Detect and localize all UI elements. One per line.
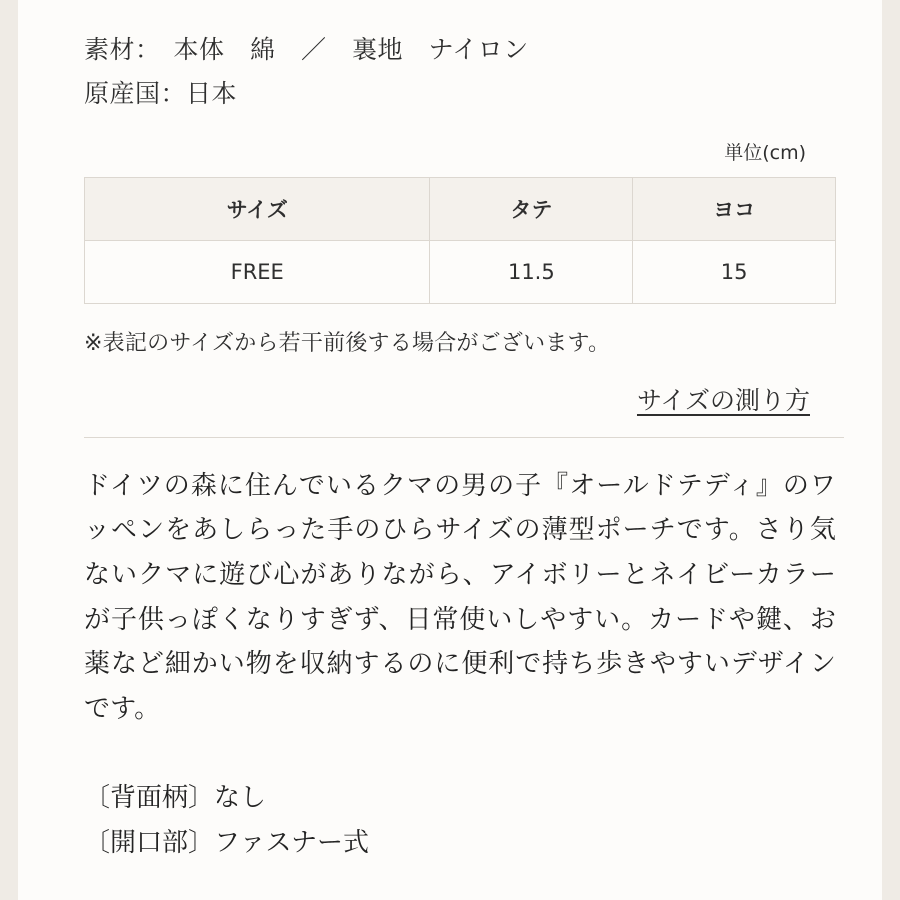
unit-row [84, 138, 834, 165]
origin-line: 原産国：日本 [84, 78, 238, 108]
table-cell-size: FREE [85, 240, 430, 303]
size-note: ※表記のサイズから若干前後する場合がございます。 [84, 330, 611, 356]
material-line: 素材： 本体 綿 ／ 裏地 ナイロン [84, 35, 529, 64]
table-row [85, 240, 836, 303]
section-divider [84, 437, 844, 438]
product-detail-page [18, 0, 882, 900]
table-header-cell: タテ [430, 177, 633, 240]
table-cell-width: 15 [633, 240, 836, 303]
table-cell-height: 11.5 [430, 240, 633, 303]
size-measure-link[interactable]: サイズの測り方 [636, 385, 810, 415]
attribute-opening: 〔開口部〕ファスナー式 [84, 828, 369, 859]
table-header-row [85, 177, 836, 240]
measure-link-row [84, 381, 834, 417]
attribute-list [84, 776, 834, 867]
size-table [84, 177, 836, 304]
attribute-back-pattern: 〔背面柄〕なし [84, 782, 267, 813]
table-header-cell: サイズ [85, 177, 430, 240]
unit-label: 単位(cm) [724, 141, 806, 164]
table-header-cell: ヨコ [633, 177, 836, 240]
product-description: ドイツの森に住んでいるクマの男の子『オールドテディ』のワッペンをあしらった手のひらサイズの薄型ポーチです。さり気ないクマに遊び心がありながら、アイボリーとネイビーカラーが子供っぽくなりすぎず、日常使いしやすい。カードや鍵、お薬など細かい物を収納するのに便利で持ち歩きやすいデザインです。 [84, 470, 836, 725]
